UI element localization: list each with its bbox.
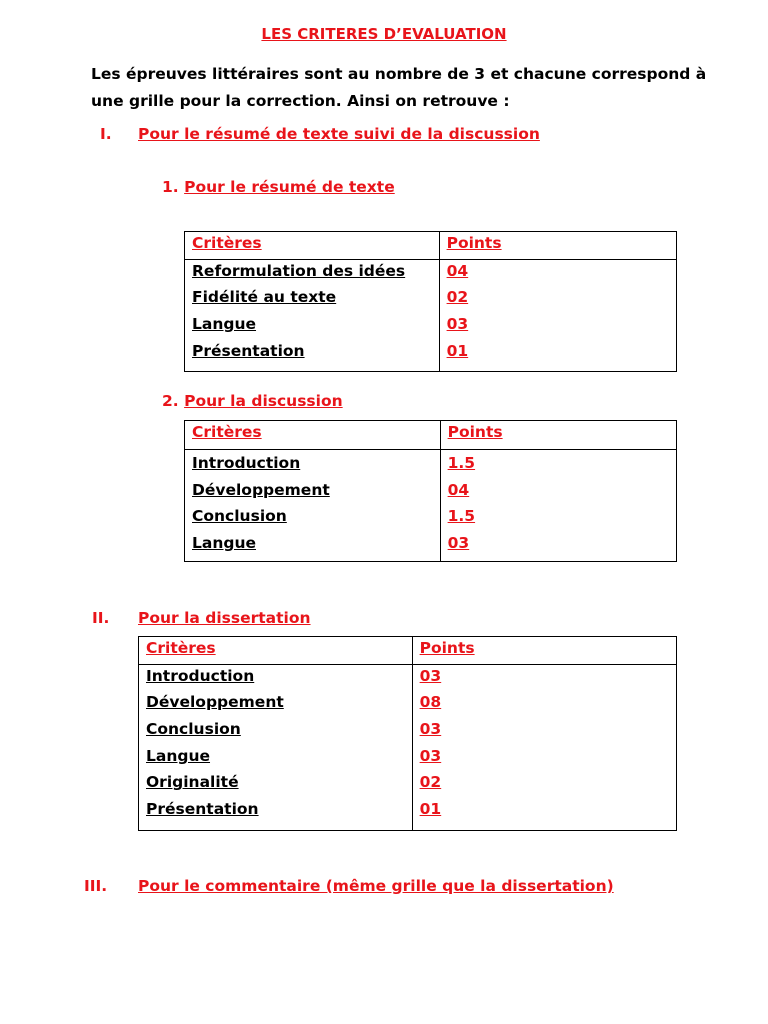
points-cell: 1.5 <box>440 505 676 532</box>
criterion-cell: Conclusion <box>185 505 441 532</box>
header-criteres: Critères <box>185 421 441 450</box>
points-cell: 02 <box>439 286 676 313</box>
criterion-cell: Fidélité au texte <box>185 286 440 313</box>
subsection-1-title: Pour le résumé de texte <box>184 178 395 196</box>
table-row <box>139 745 677 772</box>
table-discussion <box>184 420 677 562</box>
header-points: Points <box>412 637 676 665</box>
table-row <box>185 450 677 479</box>
table-row <box>185 313 677 340</box>
header-criteres: Critères <box>139 637 413 665</box>
criterion-cell: Originalité <box>139 771 413 798</box>
table-header-row <box>185 421 677 450</box>
section-2-title: Pour la dissertation <box>138 609 311 627</box>
section-1-title: Pour le résumé de texte suivi de la discussion <box>138 125 540 143</box>
table-header-row <box>185 232 677 260</box>
header-points: Points <box>440 421 676 450</box>
table-row <box>185 340 677 372</box>
intro-paragraph: Les épreuves littéraires sont au nombre de 3 et chacune correspond à une grille pour la correction. Ainsi on retrouve : <box>91 65 707 110</box>
table-row <box>185 286 677 313</box>
table-row <box>139 664 677 691</box>
criterion-cell: Introduction <box>185 450 441 479</box>
criterion-cell: Reformulation des idées <box>185 259 440 286</box>
criterion-cell: Langue <box>139 745 413 772</box>
subsection-2-heading <box>162 392 343 410</box>
points-cell: 03 <box>440 532 676 562</box>
points-cell: 03 <box>439 313 676 340</box>
header-criteres: Critères <box>185 232 440 260</box>
criterion-cell: Présentation <box>185 340 440 372</box>
subsection-1-number: 1. <box>162 178 179 196</box>
points-cell: 03 <box>412 745 676 772</box>
table-row <box>185 532 677 562</box>
section-3-number: III. <box>84 877 108 895</box>
criterion-cell: Langue <box>185 532 441 562</box>
points-cell: 02 <box>412 771 676 798</box>
table-row <box>139 718 677 745</box>
criterion-cell: Développement <box>185 479 441 506</box>
table-row <box>139 798 677 831</box>
points-cell: 08 <box>412 691 676 718</box>
table-row <box>139 771 677 798</box>
section-3-title: Pour le commentaire (même grille que la dissertation) <box>138 877 614 895</box>
criterion-cell: Développement <box>139 691 413 718</box>
points-cell: 01 <box>412 798 676 831</box>
points-cell: 1.5 <box>440 450 676 479</box>
points-cell: 01 <box>439 340 676 372</box>
table-row <box>139 691 677 718</box>
table-resume <box>184 231 677 372</box>
page-title: LES CRITERES D’EVALUATION <box>261 25 507 43</box>
table-row <box>185 259 677 286</box>
table-row <box>185 505 677 532</box>
header-points: Points <box>439 232 676 260</box>
table-row <box>185 479 677 506</box>
points-cell: 04 <box>440 479 676 506</box>
points-cell: 03 <box>412 718 676 745</box>
table-dissertation <box>138 636 677 831</box>
criterion-cell: Langue <box>185 313 440 340</box>
criterion-cell: Introduction <box>139 664 413 691</box>
section-2-number: II. <box>92 609 110 627</box>
subsection-2-title: Pour la discussion <box>184 392 343 410</box>
points-cell: 03 <box>412 664 676 691</box>
points-cell: 04 <box>439 259 676 286</box>
subsection-2-number: 2. <box>162 392 179 410</box>
subsection-1-heading <box>162 178 395 196</box>
criterion-cell: Présentation <box>139 798 413 831</box>
criterion-cell: Conclusion <box>139 718 413 745</box>
section-1-number: I. <box>100 125 112 143</box>
table-header-row <box>139 637 677 665</box>
